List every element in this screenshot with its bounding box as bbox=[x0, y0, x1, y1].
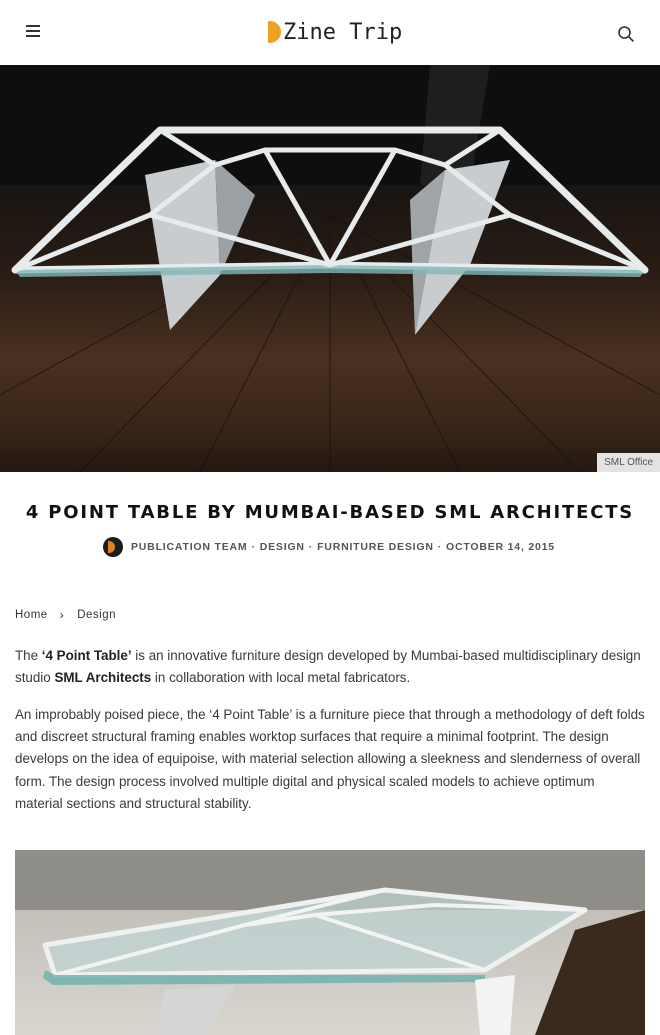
table-illustration bbox=[0, 65, 660, 472]
table-photo-illustration bbox=[15, 850, 645, 1035]
site-logo[interactable] bbox=[268, 17, 402, 47]
author-link[interactable]: PUBLICATION TEAM bbox=[131, 541, 248, 553]
hero-image bbox=[0, 65, 660, 472]
article-date: OCTOBER 14, 2015 bbox=[446, 541, 555, 553]
image-caption: SML Office bbox=[597, 453, 660, 472]
article-paragraph-2: An improbably poised piece, the ‘4 Point Table’ is a furniture piece that through a methodology of deft folds and discreet structural framing enables worktop surfaces that require a minimal footprint. The design develops on the idea of equipoise, with material selection allowing a sleekness and slenderness of overall form. The design process involved multiple digital and physical scaled models to achieve optimum material sections and structural stability. bbox=[15, 707, 645, 811]
article-title: 4 POINT TABLE BY MUMBAI-BASED SML ARCHITECTS bbox=[25, 502, 635, 523]
logo-d-mark bbox=[268, 21, 281, 43]
category-furniture-design-link[interactable]: FURNITURE DESIGN bbox=[317, 541, 434, 553]
breadcrumb bbox=[15, 608, 116, 622]
meta-separator: · bbox=[251, 541, 256, 553]
breadcrumb-home[interactable]: Home bbox=[15, 609, 48, 621]
article-image-2 bbox=[15, 850, 645, 1035]
author-avatar[interactable] bbox=[103, 537, 123, 557]
logo-text: Zine Trip bbox=[283, 19, 403, 45]
chevron-right-icon: › bbox=[59, 608, 65, 622]
meta-separator: · bbox=[308, 541, 314, 553]
meta-separator: · bbox=[437, 541, 443, 553]
search-icon[interactable] bbox=[617, 25, 635, 43]
article-meta bbox=[103, 537, 555, 557]
hamburger-menu-icon[interactable] bbox=[26, 25, 40, 37]
bold-studio-name: SML Architects bbox=[54, 670, 152, 686]
site-header bbox=[0, 0, 660, 65]
breadcrumb-current[interactable]: Design bbox=[77, 609, 116, 621]
bold-product-name: ‘4 Point Table’ bbox=[41, 648, 132, 663]
article-paragraph-1: The ‘4 Point Table’ is an innovative furniture design developed by Mumbai-based multidisciplinary design studio SML Architects in collaboration with local metal fabricators. bbox=[15, 648, 641, 686]
category-design-link[interactable]: DESIGN bbox=[259, 541, 305, 553]
